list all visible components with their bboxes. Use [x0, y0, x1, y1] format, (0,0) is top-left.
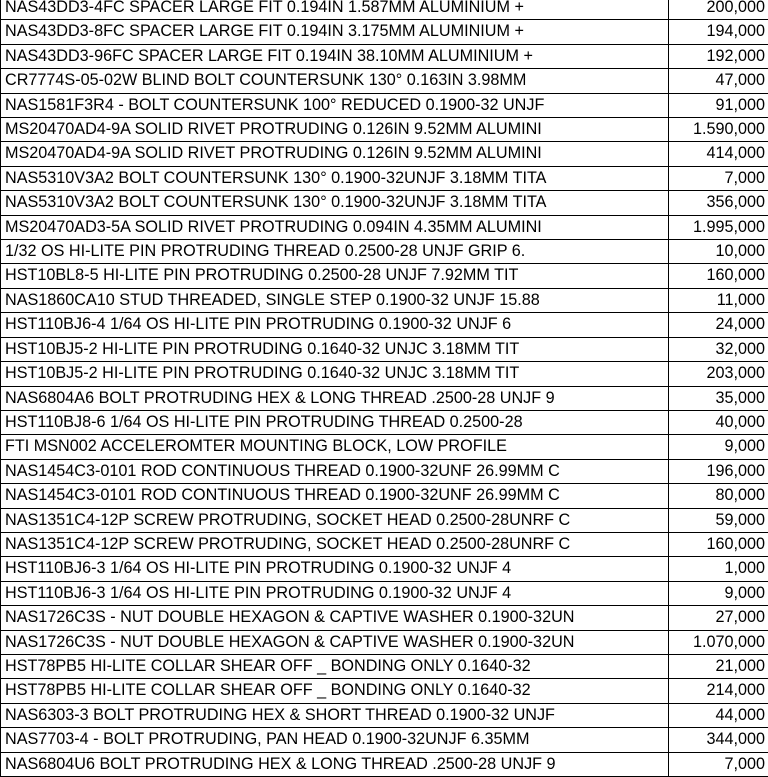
quantity-cell: 192,000	[669, 44, 768, 68]
quantity-cell: 11,000	[669, 288, 768, 312]
table-row	[1, 606, 768, 630]
table-row	[1, 508, 768, 532]
quantity-cell: 356,000	[669, 191, 768, 215]
table-row	[1, 435, 768, 459]
quantity-cell: 27,000	[669, 606, 768, 630]
table-row	[1, 0, 768, 20]
part-description-cell: HST78PB5 HI-LITE COLLAR SHEAR OFF _ BONDING ONLY 0.1640-32	[1, 679, 669, 703]
quantity-cell: 47,000	[669, 69, 768, 93]
part-description-cell: HST10BJ5-2 HI-LITE PIN PROTRUDING 0.1640-32 UNJC 3.18MM TIT	[1, 337, 669, 361]
quantity-cell: 10,000	[669, 240, 768, 264]
quantity-cell: 1.070,000	[669, 630, 768, 654]
table-row	[1, 264, 768, 288]
table-row	[1, 630, 768, 654]
part-description-cell: NAS5310V3A2 BOLT COUNTERSUNK 130° 0.1900-32UNJF 3.18MM TITA	[1, 166, 669, 190]
part-description-cell: HST110BJ6-3 1/64 OS HI-LITE PIN PROTRUDING 0.1900-32 UNJF 4	[1, 557, 669, 581]
part-description-cell: NAS1860CA10 STUD THREADED, SINGLE STEP 0.1900-32 UNJF 15.88	[1, 288, 669, 312]
part-description-cell: NAS1581F3R4 - BOLT COUNTERSUNK 100° REDUCED 0.1900-32 UNJF	[1, 93, 669, 117]
table-row	[1, 728, 768, 752]
table-row	[1, 752, 768, 776]
part-description-cell: NAS43DD3-4FC SPACER LARGE FIT 0.194IN 1.587MM ALUMINIUM +	[1, 0, 669, 20]
part-description-cell: HST110BJ6-3 1/64 OS HI-LITE PIN PROTRUDING 0.1900-32 UNJF 4	[1, 581, 669, 605]
part-description-cell: NAS43DD3-8FC SPACER LARGE FIT 0.194IN 3.175MM ALUMINIUM +	[1, 20, 669, 44]
part-description-cell: HST110BJ6-4 1/64 OS HI-LITE PIN PROTRUDING 0.1900-32 UNJF 6	[1, 313, 669, 337]
quantity-cell: 32,000	[669, 337, 768, 361]
part-description-cell: HST110BJ8-6 1/64 OS HI-LITE PIN PROTRUDING THREAD 0.2500-28	[1, 410, 669, 434]
table-row	[1, 362, 768, 386]
part-description-cell: NAS1351C4-12P SCREW PROTRUDING, SOCKET HEAD 0.2500-28UNRF C	[1, 532, 669, 556]
quantity-cell: 24,000	[669, 313, 768, 337]
quantity-cell: 9,000	[669, 581, 768, 605]
part-description-cell: HST10BJ5-2 HI-LITE PIN PROTRUDING 0.1640-32 UNJC 3.18MM TIT	[1, 362, 669, 386]
quantity-cell: 200,000	[669, 0, 768, 20]
quantity-cell: 160,000	[669, 532, 768, 556]
part-description-cell: HST10BL8-5 HI-LITE PIN PROTRUDING 0.2500-28 UNJF 7.92MM TIT	[1, 264, 669, 288]
quantity-cell: 203,000	[669, 362, 768, 386]
quantity-cell: 194,000	[669, 20, 768, 44]
part-description-cell: CR7774S-05-02W BLIND BOLT COUNTERSUNK 130° 0.163IN 3.98MM	[1, 69, 669, 93]
quantity-cell: 80,000	[669, 484, 768, 508]
parts-table-body	[1, 0, 768, 777]
quantity-cell: 59,000	[669, 508, 768, 532]
table-row	[1, 240, 768, 264]
table-row	[1, 532, 768, 556]
part-description-cell: NAS6804U6 BOLT PROTRUDING HEX & LONG THREAD .2500-28 UNJF 9	[1, 752, 669, 776]
table-row	[1, 654, 768, 678]
quantity-cell: 9,000	[669, 435, 768, 459]
table-row	[1, 484, 768, 508]
part-description-cell: NAS1454C3-0101 ROD CONTINUOUS THREAD 0.1900-32UNF 26.99MM C	[1, 484, 669, 508]
quantity-cell: 91,000	[669, 93, 768, 117]
part-description-cell: NAS1726C3S - NUT DOUBLE HEXAGON & CAPTIVE WASHER 0.1900-32UN	[1, 606, 669, 630]
quantity-cell: 40,000	[669, 410, 768, 434]
table-row	[1, 410, 768, 434]
part-description-cell: NAS6303-3 BOLT PROTRUDING HEX & SHORT THREAD 0.1900-32 UNJF	[1, 703, 669, 727]
table-row	[1, 459, 768, 483]
table-row	[1, 313, 768, 337]
quantity-cell: 7,000	[669, 752, 768, 776]
table-row	[1, 703, 768, 727]
part-description-cell: MS20470AD3-5A SOLID RIVET PROTRUDING 0.094IN 4.35MM ALUMINI	[1, 215, 669, 239]
table-row	[1, 166, 768, 190]
table-row	[1, 386, 768, 410]
quantity-cell: 21,000	[669, 654, 768, 678]
quantity-cell: 344,000	[669, 728, 768, 752]
table-row	[1, 337, 768, 361]
table-row	[1, 142, 768, 166]
table-row	[1, 581, 768, 605]
table-row	[1, 69, 768, 93]
part-description-cell: NAS43DD3-96FC SPACER LARGE FIT 0.194IN 38.10MM ALUMINIUM +	[1, 44, 669, 68]
part-description-cell: NAS7703-4 - BOLT PROTRUDING, PAN HEAD 0.1900-32UNJF 6.35MM	[1, 728, 669, 752]
part-description-cell: MS20470AD4-9A SOLID RIVET PROTRUDING 0.126IN 9.52MM ALUMINI	[1, 118, 669, 142]
quantity-cell: 35,000	[669, 386, 768, 410]
quantity-cell: 196,000	[669, 459, 768, 483]
part-description-cell: HST78PB5 HI-LITE COLLAR SHEAR OFF _ BONDING ONLY 0.1640-32	[1, 654, 669, 678]
part-description-cell: NAS1726C3S - NUT DOUBLE HEXAGON & CAPTIVE WASHER 0.1900-32UN	[1, 630, 669, 654]
part-description-cell: NAS1454C3-0101 ROD CONTINUOUS THREAD 0.1900-32UNF 26.99MM C	[1, 459, 669, 483]
part-description-cell: 1/32 OS HI-LITE PIN PROTRUDING THREAD 0.2500-28 UNJF GRIP 6.	[1, 240, 669, 264]
table-row	[1, 191, 768, 215]
quantity-cell: 1,000	[669, 557, 768, 581]
quantity-cell: 414,000	[669, 142, 768, 166]
table-row	[1, 93, 768, 117]
part-description-cell: FTI MSN002 ACCELEROMTER MOUNTING BLOCK, LOW PROFILE	[1, 435, 669, 459]
part-description-cell: NAS6804A6 BOLT PROTRUDING HEX & LONG THREAD .2500-28 UNJF 9	[1, 386, 669, 410]
table-row	[1, 20, 768, 44]
table-row	[1, 215, 768, 239]
quantity-cell: 1.590,000	[669, 118, 768, 142]
quantity-cell: 1.995,000	[669, 215, 768, 239]
table-row	[1, 44, 768, 68]
quantity-cell: 160,000	[669, 264, 768, 288]
table-row	[1, 118, 768, 142]
table-row	[1, 679, 768, 703]
quantity-cell: 44,000	[669, 703, 768, 727]
part-description-cell: NAS1351C4-12P SCREW PROTRUDING, SOCKET HEAD 0.2500-28UNRF C	[1, 508, 669, 532]
quantity-cell: 214,000	[669, 679, 768, 703]
part-description-cell: MS20470AD4-9A SOLID RIVET PROTRUDING 0.126IN 9.52MM ALUMINI	[1, 142, 669, 166]
table-row	[1, 288, 768, 312]
table-row	[1, 557, 768, 581]
quantity-cell: 7,000	[669, 166, 768, 190]
part-description-cell: NAS5310V3A2 BOLT COUNTERSUNK 130° 0.1900-32UNJF 3.18MM TITA	[1, 191, 669, 215]
